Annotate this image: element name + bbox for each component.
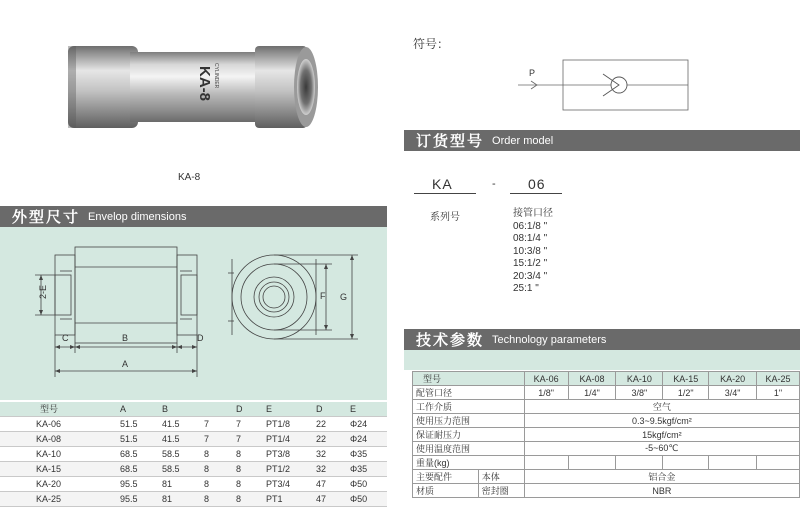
tech-port: 3/8" (616, 386, 663, 400)
table-cell: 41.5 (159, 416, 201, 431)
dimension-table-header (0, 402, 387, 416)
table-cell: 68.5 (117, 461, 159, 476)
order-code-prefix: KA (432, 176, 453, 192)
table-header-cell: B (159, 402, 201, 416)
tech-weight-cell (568, 456, 616, 470)
table-row (0, 461, 387, 476)
tech-title-cn: 技术参数 (416, 331, 485, 349)
tech-pressure-row (413, 414, 800, 428)
table-cell: 8 (233, 491, 263, 506)
table-cell: Φ35 (347, 461, 387, 476)
tech-body-row (413, 470, 800, 484)
dimension-title-en: Envelop dimensions (88, 210, 187, 223)
tech-proof-value: 15kgf/cm² (524, 428, 799, 442)
tech-header (404, 329, 800, 350)
tech-medium-value: 空气 (524, 400, 799, 414)
table-cell: PT1/2 (263, 461, 313, 476)
table-cell: PT1/8 (263, 416, 313, 431)
tech-model-row (413, 372, 800, 386)
table-cell: PT3/8 (263, 446, 313, 461)
order-port-size: 20:3/4 " (513, 270, 548, 282)
table-cell: 58.5 (159, 461, 201, 476)
order-port-size: 10:3/8 " (513, 245, 548, 257)
table-cell: 51.5 (117, 431, 159, 446)
table-cell: 47 (313, 476, 347, 491)
order-title-en: Order model (492, 134, 554, 147)
symbol-port-label: P (529, 68, 536, 78)
tech-temp-value: -5~60℃ (524, 442, 799, 456)
dim-label-e: 2-E (38, 284, 48, 299)
tech-port-label: 配管口径 (413, 386, 525, 400)
tech-medium-row (413, 400, 800, 414)
table-cell: 32 (313, 446, 347, 461)
table-cell: 7 (201, 416, 233, 431)
table-cell: PT1 (263, 491, 313, 506)
tech-model: KA-06 (524, 372, 568, 386)
order-port-size: 08:1/4 " (513, 233, 548, 244)
dimension-drawing (0, 227, 387, 400)
dimension-table (0, 402, 387, 507)
table-row (0, 416, 387, 431)
tech-port: 1" (757, 386, 800, 400)
tech-temp-label: 使用温度范围 (413, 442, 525, 456)
table-cell: 81 (159, 491, 201, 506)
tech-seal-row (413, 484, 800, 498)
table-cell: 8 (201, 446, 233, 461)
engraving-main: KA-8 (196, 66, 213, 102)
tech-parts-label: 主要配件 (413, 470, 479, 484)
tech-port: 1/2" (663, 386, 709, 400)
tech-weight-cell (616, 456, 663, 470)
tech-weight-cell (757, 456, 800, 470)
table-cell: 8 (201, 491, 233, 506)
tech-table (412, 371, 800, 498)
table-cell: KA-10 (0, 446, 117, 461)
table-cell: KA-25 (0, 491, 117, 506)
table-cell: Φ50 (347, 476, 387, 491)
order-prefix-line (414, 193, 476, 194)
table-cell: KA-15 (0, 461, 117, 476)
table-cell: 95.5 (117, 476, 159, 491)
order-port-size: 06:1/8 " (513, 220, 548, 232)
dim-label-g: G (340, 292, 348, 302)
table-cell: 58.5 (159, 446, 201, 461)
table-cell: KA-06 (0, 416, 117, 431)
table-header-cell: E (263, 402, 313, 416)
order-code-value: 06 (528, 176, 546, 192)
table-row (0, 446, 387, 461)
table-cell: 32 (313, 461, 347, 476)
tech-port: 3/4" (709, 386, 757, 400)
dimension-drawing-panel (0, 227, 387, 400)
table-cell: 8 (233, 476, 263, 491)
tech-model: KA-20 (709, 372, 757, 386)
tech-seal-label: 密封圈 (478, 484, 524, 498)
table-cell: PT3/4 (263, 476, 313, 491)
order-value-line (510, 193, 562, 194)
table-cell: Φ50 (347, 491, 387, 506)
order-series-label: 系列号 (430, 212, 460, 223)
order-code-dash: - (492, 178, 496, 190)
tech-model: KA-15 (663, 372, 709, 386)
tech-seal-value: NBR (524, 484, 799, 498)
dim-label-d: D (197, 333, 204, 343)
tech-temp-row (413, 442, 800, 456)
table-cell: 51.5 (117, 416, 159, 431)
tech-title-en: Technology parameters (492, 333, 607, 346)
table-cell: 81 (159, 476, 201, 491)
tech-body-value: 铝合金 (524, 470, 799, 484)
tech-weight-row (413, 456, 800, 470)
symbol-title: 符号： (413, 37, 450, 51)
table-cell: 22 (313, 416, 347, 431)
table-header-cell: D (313, 402, 347, 416)
table-cell: 7 (201, 431, 233, 446)
tech-weight-cell (524, 456, 568, 470)
table-header-cell: 型号 (0, 402, 117, 416)
table-cell: 47 (313, 491, 347, 506)
tech-model: KA-10 (616, 372, 663, 386)
table-row (0, 476, 387, 491)
order-title-cn: 订货型号 (416, 132, 485, 150)
table-cell: 7 (233, 431, 263, 446)
table-cell: 95.5 (117, 491, 159, 506)
tech-model: KA-25 (757, 372, 800, 386)
tech-weight-cell (709, 456, 757, 470)
table-header-cell: E (347, 402, 387, 416)
table-cell: 68.5 (117, 446, 159, 461)
table-header-cell (201, 402, 233, 416)
tech-weight-cell (663, 456, 709, 470)
dimension-header (0, 206, 387, 227)
table-cell: 8 (201, 461, 233, 476)
tech-spacer-panel (404, 350, 800, 370)
order-port-list (513, 208, 553, 296)
product-caption: KA-8 (178, 172, 201, 183)
dim-label-c: C (62, 333, 69, 343)
table-cell: 7 (233, 416, 263, 431)
order-port-size: 15:1/2 " (513, 258, 548, 269)
dim-label-f: F (320, 291, 326, 301)
table-header-cell: D (233, 402, 263, 416)
table-cell: 22 (313, 431, 347, 446)
tech-port: 1/8" (524, 386, 568, 400)
table-cell: KA-08 (0, 431, 117, 446)
table-cell: KA-20 (0, 476, 117, 491)
check-valve-symbol (515, 58, 690, 113)
tech-proof-label: 保证耐压力 (413, 428, 525, 442)
engraving-small: CYLINDER (213, 63, 219, 89)
tech-material-label: 材质 (413, 484, 479, 498)
dim-label-a: A (122, 359, 129, 369)
tech-weight-label: 重量(kg) (413, 456, 525, 470)
order-header (404, 130, 800, 151)
order-port-title: 接管口径 (513, 208, 553, 219)
tech-port: 1/4" (568, 386, 616, 400)
tech-pressure-label: 使用压力范围 (413, 414, 525, 428)
table-cell: Φ24 (347, 431, 387, 446)
tech-medium-label: 工作介质 (413, 400, 525, 414)
table-cell: Φ24 (347, 416, 387, 431)
table-cell: 41.5 (159, 431, 201, 446)
dimension-title-cn: 外型尺寸 (12, 208, 81, 226)
tech-port-row (413, 386, 800, 400)
table-cell: Φ35 (347, 446, 387, 461)
tech-pressure-value: 0.3~9.5kgf/cm² (524, 414, 799, 428)
product-photo (60, 38, 330, 138)
table-cell: 8 (233, 446, 263, 461)
table-cell: PT1/4 (263, 431, 313, 446)
dim-label-b: B (122, 333, 129, 343)
table-row (0, 491, 387, 506)
tech-proof-row (413, 428, 800, 442)
order-port-size: 25:1 " (513, 283, 539, 294)
tech-model-label: 型号 (413, 372, 525, 386)
tech-body-label: 本体 (478, 470, 524, 484)
table-row (0, 431, 387, 446)
table-header-cell: A (117, 402, 159, 416)
table-cell: 8 (233, 461, 263, 476)
table-cell: 8 (201, 476, 233, 491)
tech-model: KA-08 (568, 372, 616, 386)
